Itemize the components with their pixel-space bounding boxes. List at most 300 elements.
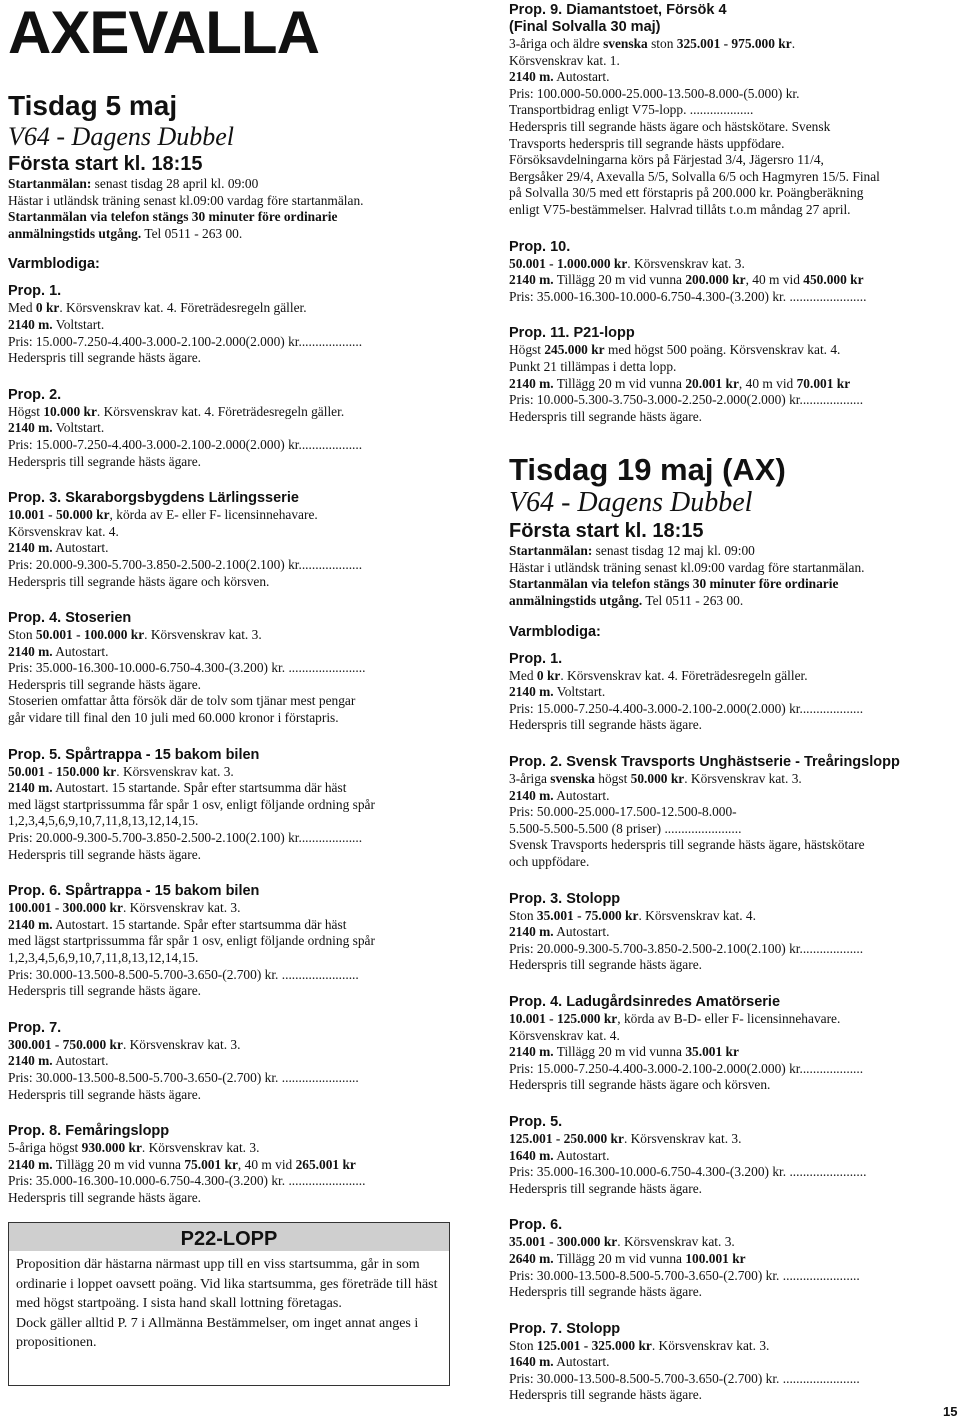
proposition-heading: Prop. 2. — [8, 386, 62, 403]
text-line — [8, 1157, 463, 1174]
proposition-heading: Prop. 6. — [509, 1217, 563, 1234]
body-text: Hederspris till segrande hästs ägare. — [509, 1387, 702, 1403]
p22-box-text — [16, 1255, 440, 1353]
body-text: 5-åriga högst — [8, 1140, 82, 1156]
text-line — [509, 1131, 959, 1148]
body-text: . Körsvenskrav kat. 3. — [122, 1036, 241, 1052]
body-text: på Solvalla 30/5 med ett förstapris på 200.000 kr. Poängberäkning — [509, 185, 864, 201]
text-line — [509, 53, 959, 70]
emphasis-text: 2140 m. — [509, 684, 554, 700]
text-line — [8, 710, 463, 727]
proposition-heading: Prop. 8. Femåringslopp — [8, 1123, 170, 1140]
body-text: . Körsvenskrav kat. 3. — [144, 627, 262, 643]
body-text: Autostart. 15 startande. Spår efter startsumma där häst — [52, 916, 347, 932]
text-line — [509, 202, 959, 219]
body-text: Pris: 35.000-16.300-10.000-6.750-4.300-(3.200) kr. ....................... — [509, 288, 867, 304]
text-line — [8, 813, 463, 830]
proposition-heading: Prop. 3. Skaraborgsbygdens Lärlingsserie — [8, 490, 299, 507]
body-text: Hederspris till segrande hästs ägare. — [8, 983, 201, 999]
proposition-list — [509, 651, 959, 1404]
emphasis-text: 2140 m. — [509, 272, 554, 288]
body-text: Hederspris till segrande hästs ägare. — [8, 846, 201, 862]
text-line — [8, 193, 463, 210]
text-line — [509, 119, 959, 136]
proposition-heading: Prop. 3. Stolopp — [509, 890, 621, 907]
text-line — [8, 574, 463, 591]
emphasis-text: 50.000 kr — [630, 771, 685, 787]
body-text: . Körsvenskrav kat. 4. — [638, 907, 756, 923]
text-line — [8, 404, 463, 421]
text-line — [509, 256, 959, 273]
body-text: . Körsvenskrav kat. 3. — [684, 771, 802, 787]
text-line — [509, 392, 959, 409]
section-varmblodiga: Varmblodiga: — [509, 623, 601, 640]
emphasis-text: 50.001 - 100.000 kr — [35, 627, 145, 643]
emphasis-text: 35.001 - 300.000 kr — [509, 1234, 618, 1250]
emphasis-text: 35.001 kr — [685, 1044, 739, 1060]
body-text: Pris: 15.000-7.250-4.400-3.000-2.100-2.000(2.000) kr................... — [509, 1060, 864, 1076]
body-text: med lägst startprissumma får spår 1 osv, enligt följande ordning spår — [8, 796, 375, 812]
body-text: Pris: 20.000-9.300-5.700-3.850-2.500-2.100(2.100) kr................... — [8, 830, 363, 846]
text-line — [509, 771, 959, 788]
body-text: Autostart. — [52, 1053, 109, 1069]
text-line — [509, 272, 959, 289]
body-text: går vidare till final den 10 juli med 60.000 kronor i förstapris. — [8, 710, 339, 726]
text-line — [8, 900, 463, 917]
text-line — [8, 1087, 463, 1104]
emphasis-text: 2140 m. — [509, 69, 554, 85]
body-text: Pris: 15.000-7.250-4.400-3.000-2.100-2.000(2.000) kr................... — [8, 333, 363, 349]
body-text: Autostart. — [52, 540, 109, 556]
text-line — [509, 1354, 959, 1371]
body-text: Hederspris till segrande hästs ägare. — [8, 1086, 201, 1102]
text-line — [509, 86, 959, 103]
text-line — [8, 830, 463, 847]
emphasis-text: 100.001 - 300.000 kr — [8, 900, 123, 916]
text-line — [509, 821, 959, 838]
text-line — [8, 334, 463, 351]
text-line — [509, 1181, 959, 1198]
text-line — [509, 1234, 959, 1251]
body-text: Hästar i utländsk träning senast kl.09:00 vardag före startanmälan. — [509, 559, 865, 575]
body-text: Autostart. — [553, 787, 610, 803]
body-text: Voltstart. — [553, 684, 606, 700]
emphasis-text: 125.001 - 250.000 kr — [509, 1130, 624, 1146]
emphasis-text: svenska — [603, 36, 648, 51]
body-text: Hederspris till segrande hästs ägare. — [8, 453, 201, 469]
text-line — [509, 560, 959, 577]
body-text: Pris: 15.000-7.250-4.400-3.000-2.100-2.000(2.000) kr................... — [8, 436, 363, 452]
body-text: 3-åriga — [509, 771, 551, 787]
first-start-time: Första start kl. 18:15 — [8, 153, 203, 175]
body-text: , 40 m vid — [738, 375, 797, 391]
emphasis-text: Startanmälan via telefon stängs 30 minuter före ordinarie — [8, 209, 338, 225]
body-text: Travsports hederspris till segrande hästs uppfödare. — [509, 135, 785, 151]
text-line — [8, 660, 463, 677]
emphasis-text: 300.001 - 750.000 kr — [8, 1036, 123, 1052]
body-text: Hederspris till segrande hästs ägare. — [8, 1189, 201, 1205]
body-text: Ston — [8, 627, 36, 643]
text-line — [8, 917, 463, 934]
text-line — [509, 717, 959, 734]
text-line — [8, 437, 463, 454]
body-text: Pris: 100.000-50.000-25.000-13.500-8.000-(5.000) kr. — [509, 85, 800, 101]
body-text: Högst — [8, 403, 44, 419]
emphasis-text: 2140 m. — [8, 540, 53, 556]
text-line — [509, 941, 959, 958]
text-line — [509, 289, 959, 306]
body-text: Pris: 30.000-13.500-8.500-5.700-3.650-(2.700) kr. ....................... — [8, 966, 359, 982]
body-text: Körsvenskrav kat. 4. — [8, 523, 119, 539]
text-line — [509, 1251, 959, 1268]
p22-box-note: Dock gäller alltid P. 7 i Allmänna Bestämmelser, om inget annat anges i propositionen. — [16, 1315, 419, 1351]
emphasis-text: 0 kr — [536, 667, 561, 683]
emphasis-text: 2640 m. — [509, 1250, 554, 1266]
text-line — [8, 524, 463, 541]
body-text: , körda av E- eller F- licensinnehavare. — [109, 507, 318, 523]
emphasis-text: 2140 m. — [8, 780, 53, 796]
text-line — [509, 837, 959, 854]
body-text: Autostart. — [553, 69, 610, 85]
text-line — [509, 804, 959, 821]
body-text: . Körsvenskrav kat. 3. — [116, 763, 234, 779]
text-line — [509, 136, 959, 153]
body-text: Stoserien omfattar åtta försök där de tolv som tjänar mest pengar — [8, 693, 356, 709]
body-text: Pris: 35.000-16.300-10.000-6.750-4.300-(3.200) kr. ....................... — [509, 1164, 867, 1180]
text-line — [509, 1371, 959, 1388]
emphasis-text: 20.001 kr — [685, 375, 739, 391]
body-text: 1,2,3,4,5,6,9,10,7,11,8,13,12,14,15. — [8, 950, 199, 965]
text-line — [509, 1077, 959, 1094]
body-text: . Körsvenskrav kat. 4. Företrädesregeln gäller. — [59, 300, 307, 316]
race-day-subtitle: V64 - Dagens Dubbel — [8, 122, 235, 151]
race-day-title: Tisdag 5 maj — [8, 90, 178, 121]
emphasis-text: 2140 m. — [8, 1156, 53, 1172]
text-line — [509, 593, 959, 610]
text-line — [509, 152, 959, 169]
emphasis-text: 200.000 kr — [685, 272, 746, 288]
body-text: Pris: 30.000-13.500-8.500-5.700-3.650-(2.700) kr. ....................... — [509, 1267, 860, 1283]
emphasis-text: 10.001 - 50.000 kr — [8, 507, 110, 523]
proposition-heading: Prop. 6. Spårtrappa - 15 bakom bilen — [8, 883, 260, 900]
text-line — [509, 854, 959, 871]
body-text: Pris: 20.000-9.300-5.700-3.850-2.500-2.100(2.100) kr................... — [8, 556, 363, 572]
section-varmblodiga: Varmblodiga: — [8, 256, 100, 273]
page-number: 15 — [943, 1404, 958, 1419]
body-text: Hederspris till segrande hästs ägare. — [8, 350, 201, 366]
text-line — [8, 507, 463, 524]
race-day-subtitle: V64 - Dagens Dubbel — [509, 487, 753, 519]
body-text: Ston — [509, 1337, 537, 1353]
p22-info-box — [8, 1222, 450, 1386]
body-text: Pris: 30.000-13.500-8.500-5.700-3.650-(2.700) kr. ....................... — [8, 1069, 359, 1085]
text-line — [8, 209, 463, 226]
emphasis-text: 10.000 kr — [43, 403, 97, 419]
entry-info — [509, 543, 959, 609]
emphasis-text: 2140 m. — [8, 316, 53, 332]
text-line — [8, 176, 463, 193]
emphasis-text: anmälningstids utgång. — [8, 225, 142, 241]
first-start-time: Första start kl. 18:15 — [509, 520, 704, 543]
text-line — [509, 342, 959, 359]
emphasis-text: anmälningstids utgång. — [509, 593, 643, 609]
body-text: Med — [8, 300, 36, 316]
body-text: Hederspris till segrande hästs ägare. — [509, 1284, 702, 1300]
continued-proposition-list — [509, 2, 959, 425]
body-text: Hederspris till segrande hästs ägare och körsven. — [8, 573, 270, 589]
body-text: Voltstart. — [52, 420, 105, 436]
proposition-heading: Prop. 1. — [8, 283, 62, 300]
proposition-heading: Prop. 4. Stoserien — [8, 610, 132, 627]
text-line — [509, 1148, 959, 1165]
body-text: Högst — [509, 342, 545, 358]
text-line — [8, 1070, 463, 1087]
proposition-heading: Prop. 9. Diamantstoet, Försök 4 — [509, 2, 727, 18]
text-line — [8, 350, 463, 367]
body-text: , 40 m vid — [745, 272, 804, 288]
body-text: senast tisdag 28 april kl. 09:00 — [91, 176, 259, 191]
text-line — [509, 924, 959, 941]
proposition-list — [8, 283, 463, 1206]
emphasis-text: 125.001 - 325.000 kr — [536, 1337, 652, 1353]
body-text: Hästar i utländsk träning senast kl.09:00 vardag före startanmälan. — [8, 192, 364, 208]
proposition-heading: Prop. 7. Stolopp — [509, 1320, 621, 1337]
text-line — [509, 701, 959, 718]
text-line — [8, 847, 463, 864]
text-line — [8, 677, 463, 694]
emphasis-text: Startanmälan: — [509, 543, 593, 559]
body-text: Hederspris till segrande hästs ägare. — [509, 1180, 702, 1196]
body-text: senast tisdag 12 maj kl. 09:00 — [592, 543, 755, 559]
body-text: . Körsvenskrav kat. 3. — [623, 1130, 742, 1146]
emphasis-text: Startanmälan via telefon stängs 30 minuter före ordinarie — [509, 576, 839, 592]
body-text: Tillägg 20 m vid vunna — [52, 1156, 185, 1172]
text-line — [509, 1044, 959, 1061]
body-text: Transportbidrag enligt V75-lopp. ................... — [509, 102, 754, 118]
body-text: Hederspris till segrande hästs ägare. — [509, 717, 702, 733]
body-text: Hederspris till segrande hästs ägare. — [509, 408, 702, 424]
text-line — [8, 797, 463, 814]
body-text: högst — [594, 771, 631, 787]
body-text: Autostart. — [553, 1147, 610, 1163]
emphasis-text: 50.001 - 150.000 kr — [8, 763, 117, 779]
text-line — [509, 1387, 959, 1404]
body-text: Autostart. 15 startande. Spår efter startsumma där häst — [52, 780, 347, 796]
body-text: 5.500-5.500-5.500 (8 priser) ....................... — [509, 820, 742, 836]
text-line — [8, 540, 463, 557]
text-line — [509, 788, 959, 805]
body-text: 1,2,3,4,5,6,9,10,7,11,8,13,12,14,15. — [8, 813, 199, 829]
emphasis-text: 75.001 kr — [184, 1156, 238, 1172]
text-line — [8, 317, 463, 334]
text-line — [8, 644, 463, 661]
body-text: Körsvenskrav kat. 1. — [509, 52, 620, 68]
body-text: Pris: 15.000-7.250-4.400-3.000-2.100-2.000(2.000) kr................... — [509, 700, 864, 716]
body-text: Punkt 21 tillämpas i detta lopp. — [509, 358, 677, 374]
proposition-heading: Prop. 10. — [509, 238, 571, 255]
emphasis-text: 50.001 - 1.000.000 kr — [509, 255, 628, 271]
emphasis-text: 10.001 - 125.000 kr — [509, 1010, 618, 1026]
body-text: Pris: 20.000-9.300-5.700-3.850-2.500-2.100(2.100) kr................... — [509, 940, 864, 956]
text-line — [509, 185, 959, 202]
body-text: Tillägg 20 m vid vunna — [553, 272, 686, 288]
p22-box-paragraph: Proposition där hästarna närmast upp till en viss startsumma, går in som ordinarie i loppet oavsett poäng. Vid lika startsumma, ges företräde till häst med högst startpoäng. I sista hand skall lottning företagas. — [16, 1257, 438, 1312]
text-line — [509, 1028, 959, 1045]
body-text: . Körsvenskrav kat. 4. Företrädesregeln gäller. — [96, 403, 345, 419]
body-text: Pris: 50.000-25.000-17.500-12.500-8.000- — [509, 804, 737, 820]
emphasis-text: 2140 m. — [509, 924, 554, 940]
proposition-heading: Prop. 2. Svensk Travsports Unghästserie - Treåringslopp — [509, 754, 900, 771]
emphasis-text: 450.000 kr — [803, 272, 864, 288]
text-line — [8, 693, 463, 710]
text-line — [509, 1164, 959, 1181]
body-text: Voltstart. — [52, 316, 105, 332]
proposition-heading: Prop. 11. P21-lopp — [509, 325, 635, 342]
text-line — [509, 169, 959, 186]
body-text: Tel 0511 - 263 00. — [141, 225, 243, 241]
body-text: . Körsvenskrav kat. 3. — [617, 1234, 735, 1250]
text-line — [8, 300, 463, 317]
text-line — [8, 557, 463, 574]
p22-box-title: P22-LOPP — [180, 1228, 278, 1250]
emphasis-text: 0 kr — [35, 300, 60, 316]
emphasis-text: 100.001 kr — [685, 1250, 746, 1266]
text-line — [509, 543, 959, 560]
text-line — [8, 1173, 463, 1190]
text-line — [509, 908, 959, 925]
body-text: Tillägg 20 m vid vunna — [553, 375, 686, 391]
emphasis-text: 2140 m. — [509, 787, 554, 803]
venue-masthead: AXEVALLA — [8, 0, 319, 66]
text-line — [509, 684, 959, 701]
body-text: Autostart. — [553, 1354, 610, 1370]
text-line — [509, 668, 959, 685]
body-text: 3-åriga och äldre — [509, 36, 604, 51]
body-text: Hederspris till segrande hästs ägare och hästskötare. Svensk — [509, 118, 831, 134]
emphasis-text: 245.000 kr — [544, 342, 605, 358]
text-line — [8, 967, 463, 984]
proposition-heading-sub: (Final Solvalla 30 maj) — [509, 19, 661, 35]
emphasis-text: 1640 m. — [509, 1354, 554, 1370]
text-line — [8, 764, 463, 781]
body-text: . Körsvenskrav kat. 3. — [141, 1140, 260, 1156]
text-line — [8, 1140, 463, 1157]
body-text: och uppfödare. — [509, 854, 590, 869]
body-text: , 40 m vid — [237, 1156, 296, 1172]
body-text: Hederspris till segrande hästs ägare. — [509, 957, 702, 973]
text-line — [8, 454, 463, 471]
emphasis-text: 2140 m. — [8, 1053, 53, 1069]
proposition-heading: Prop. 1. — [509, 650, 563, 667]
text-line — [8, 780, 463, 797]
text-line — [509, 69, 959, 86]
emphasis-text: 2140 m. — [8, 643, 53, 659]
body-text: . Körsvenskrav kat. 4. Företrädesregeln gäller. — [560, 667, 808, 683]
body-text: Autostart. — [52, 643, 109, 659]
body-text: Bergsåker 29/4, Axevalla 5/5, Solvalla 6/5 och Hagmyren 15/5. Final — [509, 168, 880, 184]
body-text: Försöksavdelningarna körs på Färjestad 3/4, Jägersro 11/4, — [509, 152, 824, 168]
text-line — [509, 576, 959, 593]
body-text: Autostart. — [553, 924, 610, 940]
emphasis-text: 265.001 kr — [295, 1156, 356, 1172]
emphasis-text: 70.001 kr — [796, 375, 851, 391]
left-column — [8, 0, 463, 1207]
text-line — [509, 1011, 959, 1028]
body-text: . — [791, 36, 796, 51]
proposition-heading: Prop. 5. — [509, 1113, 563, 1130]
body-text: Pris: 30.000-13.500-8.500-5.700-3.650-(2.700) kr. ....................... — [509, 1370, 860, 1386]
emphasis-text: 2140 m. — [8, 420, 53, 436]
text-line — [509, 36, 959, 53]
body-text: med lägst startprissumma får spår 1 osv, enligt följande ordning spår — [8, 933, 375, 949]
emphasis-text: 2140 m. — [8, 916, 53, 932]
p22-box-header — [9, 1223, 449, 1251]
text-line — [509, 409, 959, 426]
body-text: enligt V75-bestämmelser. Halvrad tillåts t.o.m måndag 27 april. — [509, 201, 851, 217]
body-text: Tillägg 20 m vid vunna — [553, 1044, 686, 1060]
emphasis-text: 35.001 - 75.000 kr — [536, 907, 639, 923]
body-text: Tel 0511 - 263 00. — [642, 593, 744, 609]
emphasis-text: 2140 m. — [509, 375, 554, 391]
text-line — [509, 957, 959, 974]
body-text: Körsvenskrav kat. 4. — [509, 1027, 620, 1043]
text-line — [509, 376, 959, 393]
body-text: med högst 500 poäng. Körsvenskrav kat. 4. — [604, 342, 841, 358]
proposition-heading: Prop. 5. Spårtrappa - 15 bakom bilen — [8, 746, 260, 763]
body-text: ston — [647, 36, 677, 51]
text-line — [509, 1284, 959, 1301]
body-text: Pris: 35.000-16.300-10.000-6.750-4.300-(3.200) kr. ....................... — [8, 1173, 366, 1189]
emphasis-text: 325.001 - 975.000 kr — [676, 36, 792, 51]
body-text: Pris: 35.000-16.300-10.000-6.750-4.300-(3.200) kr. ....................... — [8, 660, 366, 676]
text-line — [8, 226, 463, 243]
emphasis-text: 1640 m. — [509, 1147, 554, 1163]
emphasis-text: 2140 m. — [509, 1044, 554, 1060]
emphasis-text: 930.000 kr — [81, 1140, 142, 1156]
text-line — [8, 950, 463, 967]
text-line — [8, 933, 463, 950]
text-line — [509, 102, 959, 119]
entry-info — [8, 176, 463, 242]
text-line — [8, 627, 463, 644]
text-line — [8, 420, 463, 437]
body-text: , körda av B-D- eller F- licensinnehavare. — [617, 1010, 841, 1026]
text-line — [8, 983, 463, 1000]
body-text: Tillägg 20 m vid vunna — [553, 1250, 686, 1266]
body-text: Ston — [509, 907, 537, 923]
body-text: Svensk Travsports hederspris till segrande hästs ägare, hästskötare — [509, 837, 865, 853]
body-text: . Körsvenskrav kat. 3. — [627, 255, 745, 271]
body-text: Hederspris till segrande hästs ägare. — [8, 676, 201, 692]
body-text: Med — [509, 667, 537, 683]
text-line — [509, 1338, 959, 1355]
proposition-heading: Prop. 4. Ladugårdsinredes Amatörserie — [509, 993, 781, 1010]
text-line — [509, 359, 959, 376]
race-day-title: Tisdag 19 maj (AX) — [509, 452, 786, 488]
body-text: Hederspris till segrande hästs ägare och körsven. — [509, 1077, 771, 1093]
body-text: . Körsvenskrav kat. 3. — [122, 900, 241, 916]
emphasis-text: svenska — [550, 771, 595, 787]
text-line — [8, 1190, 463, 1207]
text-line — [8, 1037, 463, 1054]
body-text: Pris: 10.000-5.300-3.750-3.000-2.250-2.000(2.000) kr................... — [509, 392, 864, 408]
text-line — [509, 1268, 959, 1285]
emphasis-text: Startanmälan: — [8, 176, 92, 191]
right-column — [509, 2, 959, 1404]
proposition-heading: Prop. 7. — [8, 1019, 62, 1036]
text-line — [8, 1053, 463, 1070]
body-text: . Körsvenskrav kat. 3. — [651, 1337, 770, 1353]
